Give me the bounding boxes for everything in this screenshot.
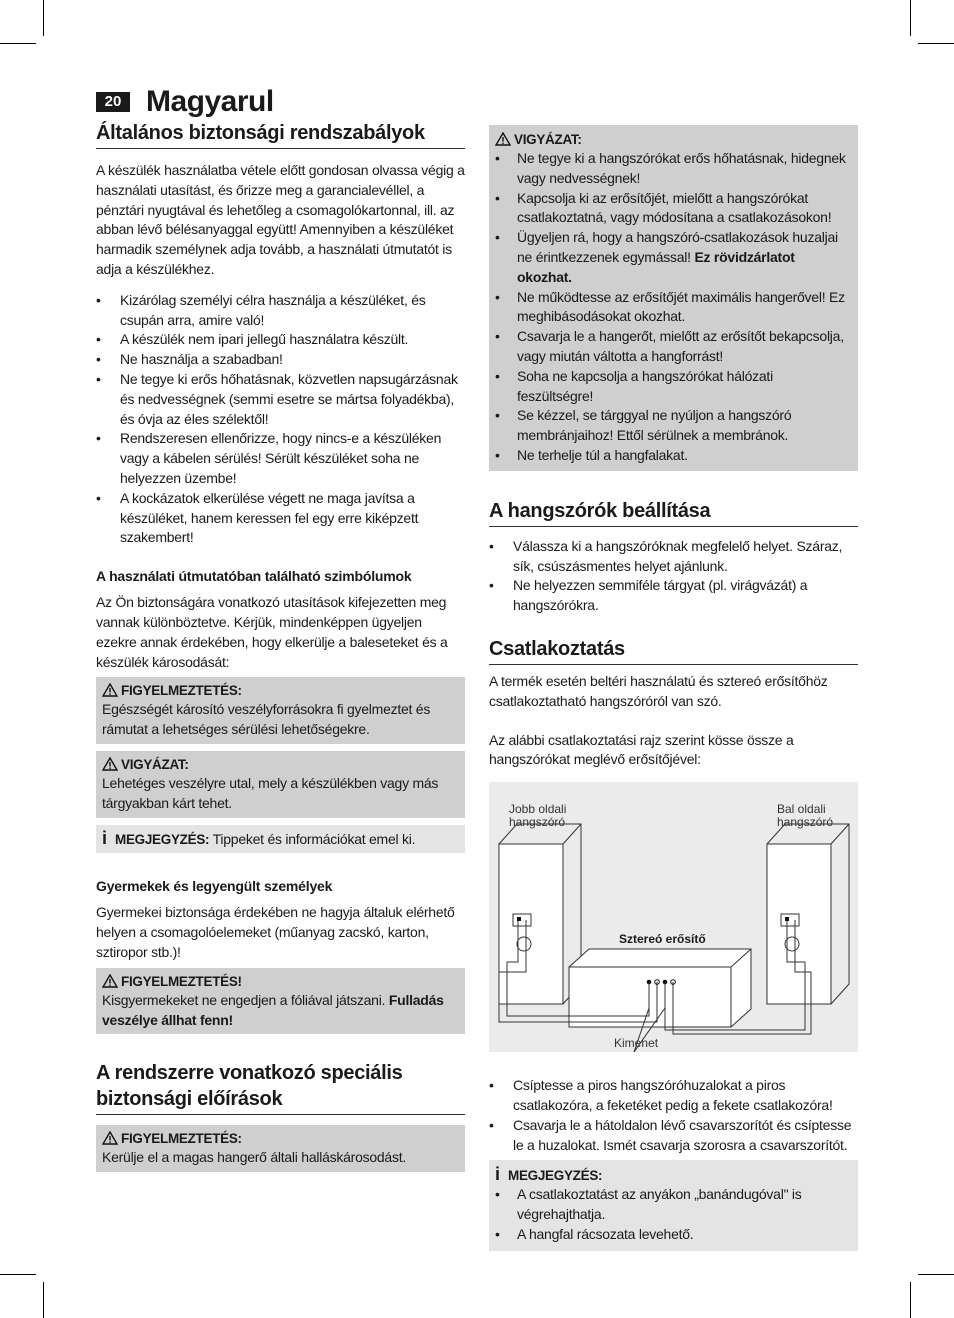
section-heading-speaker-setup: A hangszórók beállítása bbox=[489, 498, 858, 527]
children-warning-label: FIGYELMEZTETÉS! bbox=[121, 973, 242, 989]
caution-label: VIGYÁZAT: bbox=[121, 756, 189, 772]
list-item: • Válassza ki a hangszóróknak megfelelő helyet. Száraz, sík, csúszásmentes helyet ajánlunk. bbox=[489, 537, 858, 577]
crop-mark bbox=[910, 1282, 911, 1318]
caution-text: Lehetéges veszélyre utal, mely a készülékben vagy más tárgyakban kárt tehet. bbox=[102, 774, 439, 811]
children-warning-text: Kisgyermekeket ne engedjen a fóliával játszani. bbox=[102, 991, 389, 1008]
connection-paragraph-2: Az alábbi csatlakoztatási rajz szerint kösse össze a hangszórókat meglévő erősítőjével: bbox=[489, 731, 794, 768]
warning-triangle-icon bbox=[102, 683, 118, 697]
right-column bbox=[489, 125, 858, 1251]
section-heading-special-safety: A rendszerre vonatkozó speciális biztonsági előírások bbox=[96, 1060, 465, 1115]
connection-list bbox=[489, 1076, 858, 1155]
list-item: • A hangfal rácsozata levehető. bbox=[495, 1225, 852, 1245]
section-heading-general-safety: Általános biztonsági rendszabályok bbox=[96, 120, 465, 149]
list-item: • Ügyeljen rá, hogy a hangszóró-csatlakozások huzaljai ne érintkezzenek egymással! Ez rövidzárlatot okozhat. bbox=[495, 228, 852, 287]
caution-label: VIGYÁZAT: bbox=[514, 132, 582, 147]
section-heading-connection: Csatlakoztatás bbox=[489, 636, 858, 665]
special-warning-label: FIGYELMEZTETÉS: bbox=[121, 1131, 242, 1147]
list-item: • A csatlakoztatást az anyákon „banándugóval" is végrehajthatja. bbox=[495, 1185, 852, 1225]
setup-list bbox=[489, 537, 858, 616]
crop-mark bbox=[0, 1274, 36, 1275]
crop-mark bbox=[918, 43, 954, 44]
note-label: MEGJEGYZÉS: bbox=[115, 831, 210, 847]
info-icon: i bbox=[102, 827, 107, 848]
list-item: • Csavarja le a hátoldalon lévő csavarszorítót és csíptesse le a huzalokat. Ismét csavarja szorosra a csavarszorítót. bbox=[489, 1116, 858, 1156]
list-item: • Ne tegye ki a hangszórókat erős hőhatásnak, hidegnek vagy nedvességnek! bbox=[495, 149, 852, 189]
list-item: • Se kézzel, se tárggyal ne nyúljon a hangszóró membránjaihoz! Ettől sérülnek a membránok. bbox=[495, 406, 852, 446]
special-warning-box bbox=[96, 1125, 465, 1172]
list-item: • Ne helyezzen semmiféle tárgyat (pl. virágvázát) a hangszórókra. bbox=[489, 576, 858, 616]
list-item: • Soha ne kapcsolja a hangszórókat hálózati feszültségre! bbox=[495, 367, 852, 407]
page-number: 20 bbox=[96, 92, 130, 112]
warning-label: FIGYELMEZTETÉS: bbox=[121, 683, 242, 699]
list-item: • Ne tegye ki erős hőhatásnak, közvetlen napsugárzásnak és nedvességnek (semmi esetre se mártsa folyadékba), és óvja az éles szélektől! bbox=[96, 370, 465, 429]
list-item: • Csíptesse a piros hangszóróhuzalokat a piros csatlakozóra, a feketéket pedig a fekete csatlakozóra! bbox=[489, 1076, 858, 1116]
crop-mark bbox=[918, 1274, 954, 1275]
list-item: • A készülék nem ipari jellegű használatra készült. bbox=[96, 330, 465, 350]
speaker-wiring-drawing bbox=[489, 782, 858, 1052]
amplifier-label: Sztereó erősítő bbox=[619, 932, 706, 947]
note-text: Tippeket és információkat emel ki. bbox=[209, 830, 416, 847]
language-title: Magyarul bbox=[146, 85, 274, 118]
note-box-connection bbox=[489, 1160, 858, 1250]
children-heading: Gyermekek és legyengült személyek bbox=[96, 878, 333, 895]
crop-mark bbox=[0, 43, 36, 44]
warning-triangle-icon bbox=[102, 757, 118, 771]
children-text: Gyermekei biztonsága érdekében ne hagyja általuk elérhető helyen a csomagolóelemeket (műanyag zacskó, karton, sztiropor stb.)! bbox=[96, 904, 455, 960]
list-item: • Ne terhelje túl a hangfalakat. bbox=[495, 446, 852, 466]
special-warning-text: Kerülje el a magas hangerő általi halláskárosodást. bbox=[102, 1149, 406, 1166]
caution-box bbox=[96, 751, 465, 818]
children-warning-bold: Fulladás veszélye állhat fenn! bbox=[102, 991, 444, 1028]
intro-paragraph: A készülék használatba vétele előtt gondosan olvassa végig a használati utasítást, és őrizze meg a garancialevéllel, a pénztári nyugtával és lehetőleg a csomagolókartonnal, ill. az abban lévő bélésanyaggal együtt! Amennyiben a készüléket harmadik személynek adja tovább, a használati útmutatót is adja a készülékhez. bbox=[96, 162, 465, 277]
caution-box-speakers bbox=[489, 125, 858, 471]
symbols-heading: A használati útmutatóban található szimbólumok bbox=[96, 568, 412, 585]
warning-box bbox=[96, 677, 465, 744]
safety-bullet-list bbox=[96, 291, 465, 548]
list-item: • Ne használja a szabadban! bbox=[96, 350, 465, 370]
list-item: • Csavarja le a hangerőt, mielőtt az erősítőt bekapcsolja, vagy miután váltotta a hangforrást! bbox=[495, 327, 852, 367]
list-item: • A kockázatok elkerülése végett ne maga javítsa a készüléket, hanem keressen fel egy erre kiképzett szakembert! bbox=[96, 489, 465, 548]
note-label: MEGJEGYZÉS: bbox=[508, 1168, 603, 1184]
warning-triangle-icon bbox=[102, 1131, 118, 1145]
right-speaker-label: Jobb oldali hangszóró bbox=[509, 802, 567, 830]
children-warning-box bbox=[96, 968, 465, 1035]
list-item: • Ne működtesse az erősítőjét maximális hangerővel! Ez meghibásodásokat okozhat. bbox=[495, 288, 852, 328]
note-box bbox=[96, 825, 465, 854]
warning-triangle-icon bbox=[102, 974, 118, 988]
output-label: Kimenet bbox=[614, 1036, 659, 1051]
connection-paragraph-1: A termék esetén beltéri használatú és sztereó erősítőhöz csatlakoztatható hangszóróról van szó. bbox=[489, 672, 828, 709]
left-speaker-label: Bal oldali hangszóró bbox=[777, 802, 834, 830]
list-item: • Kapcsolja ki az erősítőjét, mielőtt a hangszórókat csatlakoztatná, vagy módosítana a csatlakozásokon! bbox=[495, 189, 852, 229]
note-list bbox=[495, 1185, 852, 1244]
crop-mark bbox=[43, 0, 44, 36]
warning-text: Egészségét károsító veszélyforrásokra fi gyelmeztet és rámutat a lehetséges sérülési lehetőségekre. bbox=[102, 701, 431, 738]
caution-list bbox=[495, 149, 852, 466]
info-icon: i bbox=[495, 1164, 501, 1185]
list-item: • Kizárólag személyi célra használja a készüléket, és csupán arra, amire való! bbox=[96, 291, 465, 331]
crop-mark bbox=[910, 0, 911, 36]
symbols-intro: Az Ön biztonságára vonatkozó utasítások kifejezetten meg vannak különböztetve. Kérjük, mindenképpen ügyeljen ezekre annak érdekében, hogy elkerülje a baleseteket és a készülék károsodását: bbox=[96, 594, 448, 670]
list-item: • Rendszeresen ellenőrizze, hogy nincs-e a készüléken vagy a kábelen sérülés! Sérült készüléket soha ne helyezzen üzembe! bbox=[96, 429, 465, 488]
connection-diagram bbox=[489, 782, 858, 1052]
warning-triangle-icon bbox=[495, 132, 511, 146]
crop-mark bbox=[43, 1282, 44, 1318]
left-column bbox=[96, 120, 465, 1172]
short-circuit-warning: Ez rövidzárlatot okozhat. bbox=[517, 248, 795, 285]
